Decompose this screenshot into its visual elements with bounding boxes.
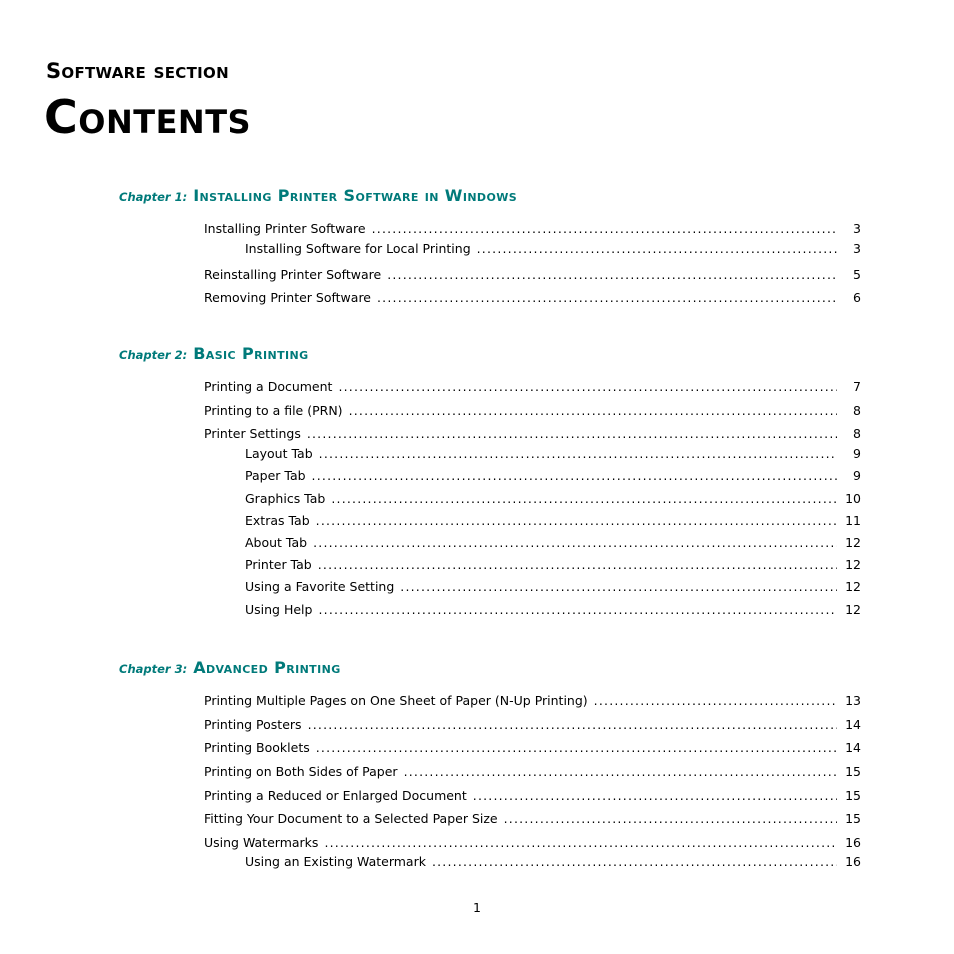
toc-entry-title: Printer Tab xyxy=(245,557,312,572)
toc-entry-title: Removing Printer Software xyxy=(204,290,371,305)
dot-leader xyxy=(372,220,837,238)
toc-entry-title: Printing a Document xyxy=(204,379,333,394)
toc-subentry[interactable] xyxy=(245,467,861,485)
toc-entry-page: 15 xyxy=(845,788,861,803)
toc-entry-title: Using an Existing Watermark xyxy=(245,854,426,869)
toc-entry-page: 8 xyxy=(853,426,861,441)
dot-leader xyxy=(432,853,837,871)
toc-subentry[interactable] xyxy=(245,853,861,871)
chapter-title: Installing Printer Software in Windows xyxy=(193,186,518,205)
toc-entry-title: Fitting Your Document to a Selected Paper Size xyxy=(204,811,498,826)
dot-leader xyxy=(319,445,837,463)
toc-entry-page: 8 xyxy=(853,403,861,418)
dot-leader xyxy=(504,810,837,828)
chapter-label: Chapter 2: xyxy=(119,348,188,362)
toc-entry-page: 15 xyxy=(845,764,861,779)
toc-entry-title: Printing to a file (PRN) xyxy=(204,403,343,418)
dot-leader xyxy=(404,763,837,781)
dot-leader xyxy=(349,402,837,420)
dot-leader xyxy=(316,512,837,530)
dot-leader xyxy=(318,601,837,619)
dot-leader xyxy=(473,787,837,805)
contents-title: Contents xyxy=(44,90,252,144)
toc-entry-page: 9 xyxy=(853,446,861,461)
dot-leader xyxy=(387,266,837,284)
toc-entry-page: 11 xyxy=(845,513,861,528)
dot-leader xyxy=(312,467,837,485)
chapter-3-heading[interactable] xyxy=(119,658,341,677)
dot-leader xyxy=(318,556,837,574)
dot-leader xyxy=(307,425,837,443)
toc-entry[interactable] xyxy=(204,692,861,710)
chapter-title: Advanced Printing xyxy=(193,658,341,677)
section-title: Software section xyxy=(46,59,229,83)
toc-entry-page: 7 xyxy=(853,379,861,394)
toc-entry-title: Using Watermarks xyxy=(204,835,319,850)
dot-leader xyxy=(308,716,837,734)
dot-leader xyxy=(477,240,837,258)
chapter-title: Basic Printing xyxy=(193,344,309,363)
dot-leader xyxy=(324,834,837,852)
chapter-2-heading[interactable] xyxy=(119,344,309,363)
toc-entry-title: About Tab xyxy=(245,535,308,550)
toc-entry[interactable] xyxy=(204,834,861,852)
toc-entry[interactable] xyxy=(204,810,861,828)
toc-entry[interactable] xyxy=(204,220,861,238)
toc-entry-page: 12 xyxy=(845,602,861,617)
toc-entry[interactable] xyxy=(204,787,861,805)
toc-subentry[interactable] xyxy=(245,445,861,463)
toc-entry[interactable] xyxy=(204,378,861,396)
toc-subentry[interactable] xyxy=(245,534,861,552)
toc-entry-title: Printing a Reduced or Enlarged Document xyxy=(204,788,467,803)
chapter-label: Chapter 3: xyxy=(119,662,188,676)
toc-entry-page: 14 xyxy=(845,740,861,755)
toc-entry-title: Using a Favorite Setting xyxy=(245,579,395,594)
dot-leader xyxy=(313,534,837,552)
toc-entry-page: 12 xyxy=(845,535,861,550)
page-number: 1 xyxy=(473,900,481,915)
toc-entry-page: 16 xyxy=(845,854,861,869)
toc-entry-title: Extras Tab xyxy=(245,513,310,528)
toc-entry-page: 14 xyxy=(845,717,861,732)
toc-entry[interactable] xyxy=(204,425,861,443)
toc-entry-page: 13 xyxy=(845,693,861,708)
toc-entry-title: Installing Printer Software xyxy=(204,221,366,236)
toc-subentry[interactable] xyxy=(245,512,861,530)
toc-entry-title: Printing Booklets xyxy=(204,740,310,755)
toc-entry-page: 3 xyxy=(853,221,861,236)
toc-entry-title: Printer Settings xyxy=(204,426,301,441)
dot-leader xyxy=(594,692,837,710)
dot-leader xyxy=(316,739,837,757)
toc-entry-title: Graphics Tab xyxy=(245,491,326,506)
toc-subentry[interactable] xyxy=(245,578,861,596)
chapter-1-heading[interactable] xyxy=(119,186,517,205)
dot-leader xyxy=(331,490,837,508)
toc-entry-title: Printing Multiple Pages on One Sheet of Paper (N-Up Printing) xyxy=(204,693,588,708)
toc-subentry[interactable] xyxy=(245,601,861,619)
toc-entry[interactable] xyxy=(204,763,861,781)
toc-entry-page: 12 xyxy=(845,579,861,594)
toc-entry-page: 15 xyxy=(845,811,861,826)
toc-entry-title: Installing Software for Local Printing xyxy=(245,241,471,256)
toc-entry-title: Reinstalling Printer Software xyxy=(204,267,382,282)
toc-entry[interactable] xyxy=(204,739,861,757)
dot-leader xyxy=(400,578,837,596)
dot-leader xyxy=(338,378,837,396)
toc-entry-title: Using Help xyxy=(245,602,313,617)
toc-entry-title: Paper Tab xyxy=(245,468,306,483)
toc-entry-page: 16 xyxy=(845,835,861,850)
toc-entry-page: 6 xyxy=(853,290,861,305)
toc-entry-title: Printing Posters xyxy=(204,717,302,732)
toc-entry[interactable] xyxy=(204,402,861,420)
toc-entry-page: 3 xyxy=(853,241,861,256)
toc-entry-title: Layout Tab xyxy=(245,446,313,461)
toc-entry[interactable] xyxy=(204,266,861,284)
toc-entry[interactable] xyxy=(204,289,861,307)
toc-entry-page: 5 xyxy=(853,267,861,282)
toc-entry[interactable] xyxy=(204,716,861,734)
toc-subentry[interactable] xyxy=(245,490,861,508)
toc-subentry[interactable] xyxy=(245,556,861,574)
toc-subentry[interactable] xyxy=(245,240,861,258)
toc-entry-title: Printing on Both Sides of Paper xyxy=(204,764,398,779)
toc-entry-page: 12 xyxy=(845,557,861,572)
toc-entry-page: 10 xyxy=(845,491,861,506)
toc-entry-page: 9 xyxy=(853,468,861,483)
chapter-label: Chapter 1: xyxy=(119,190,188,204)
dot-leader xyxy=(377,289,837,307)
